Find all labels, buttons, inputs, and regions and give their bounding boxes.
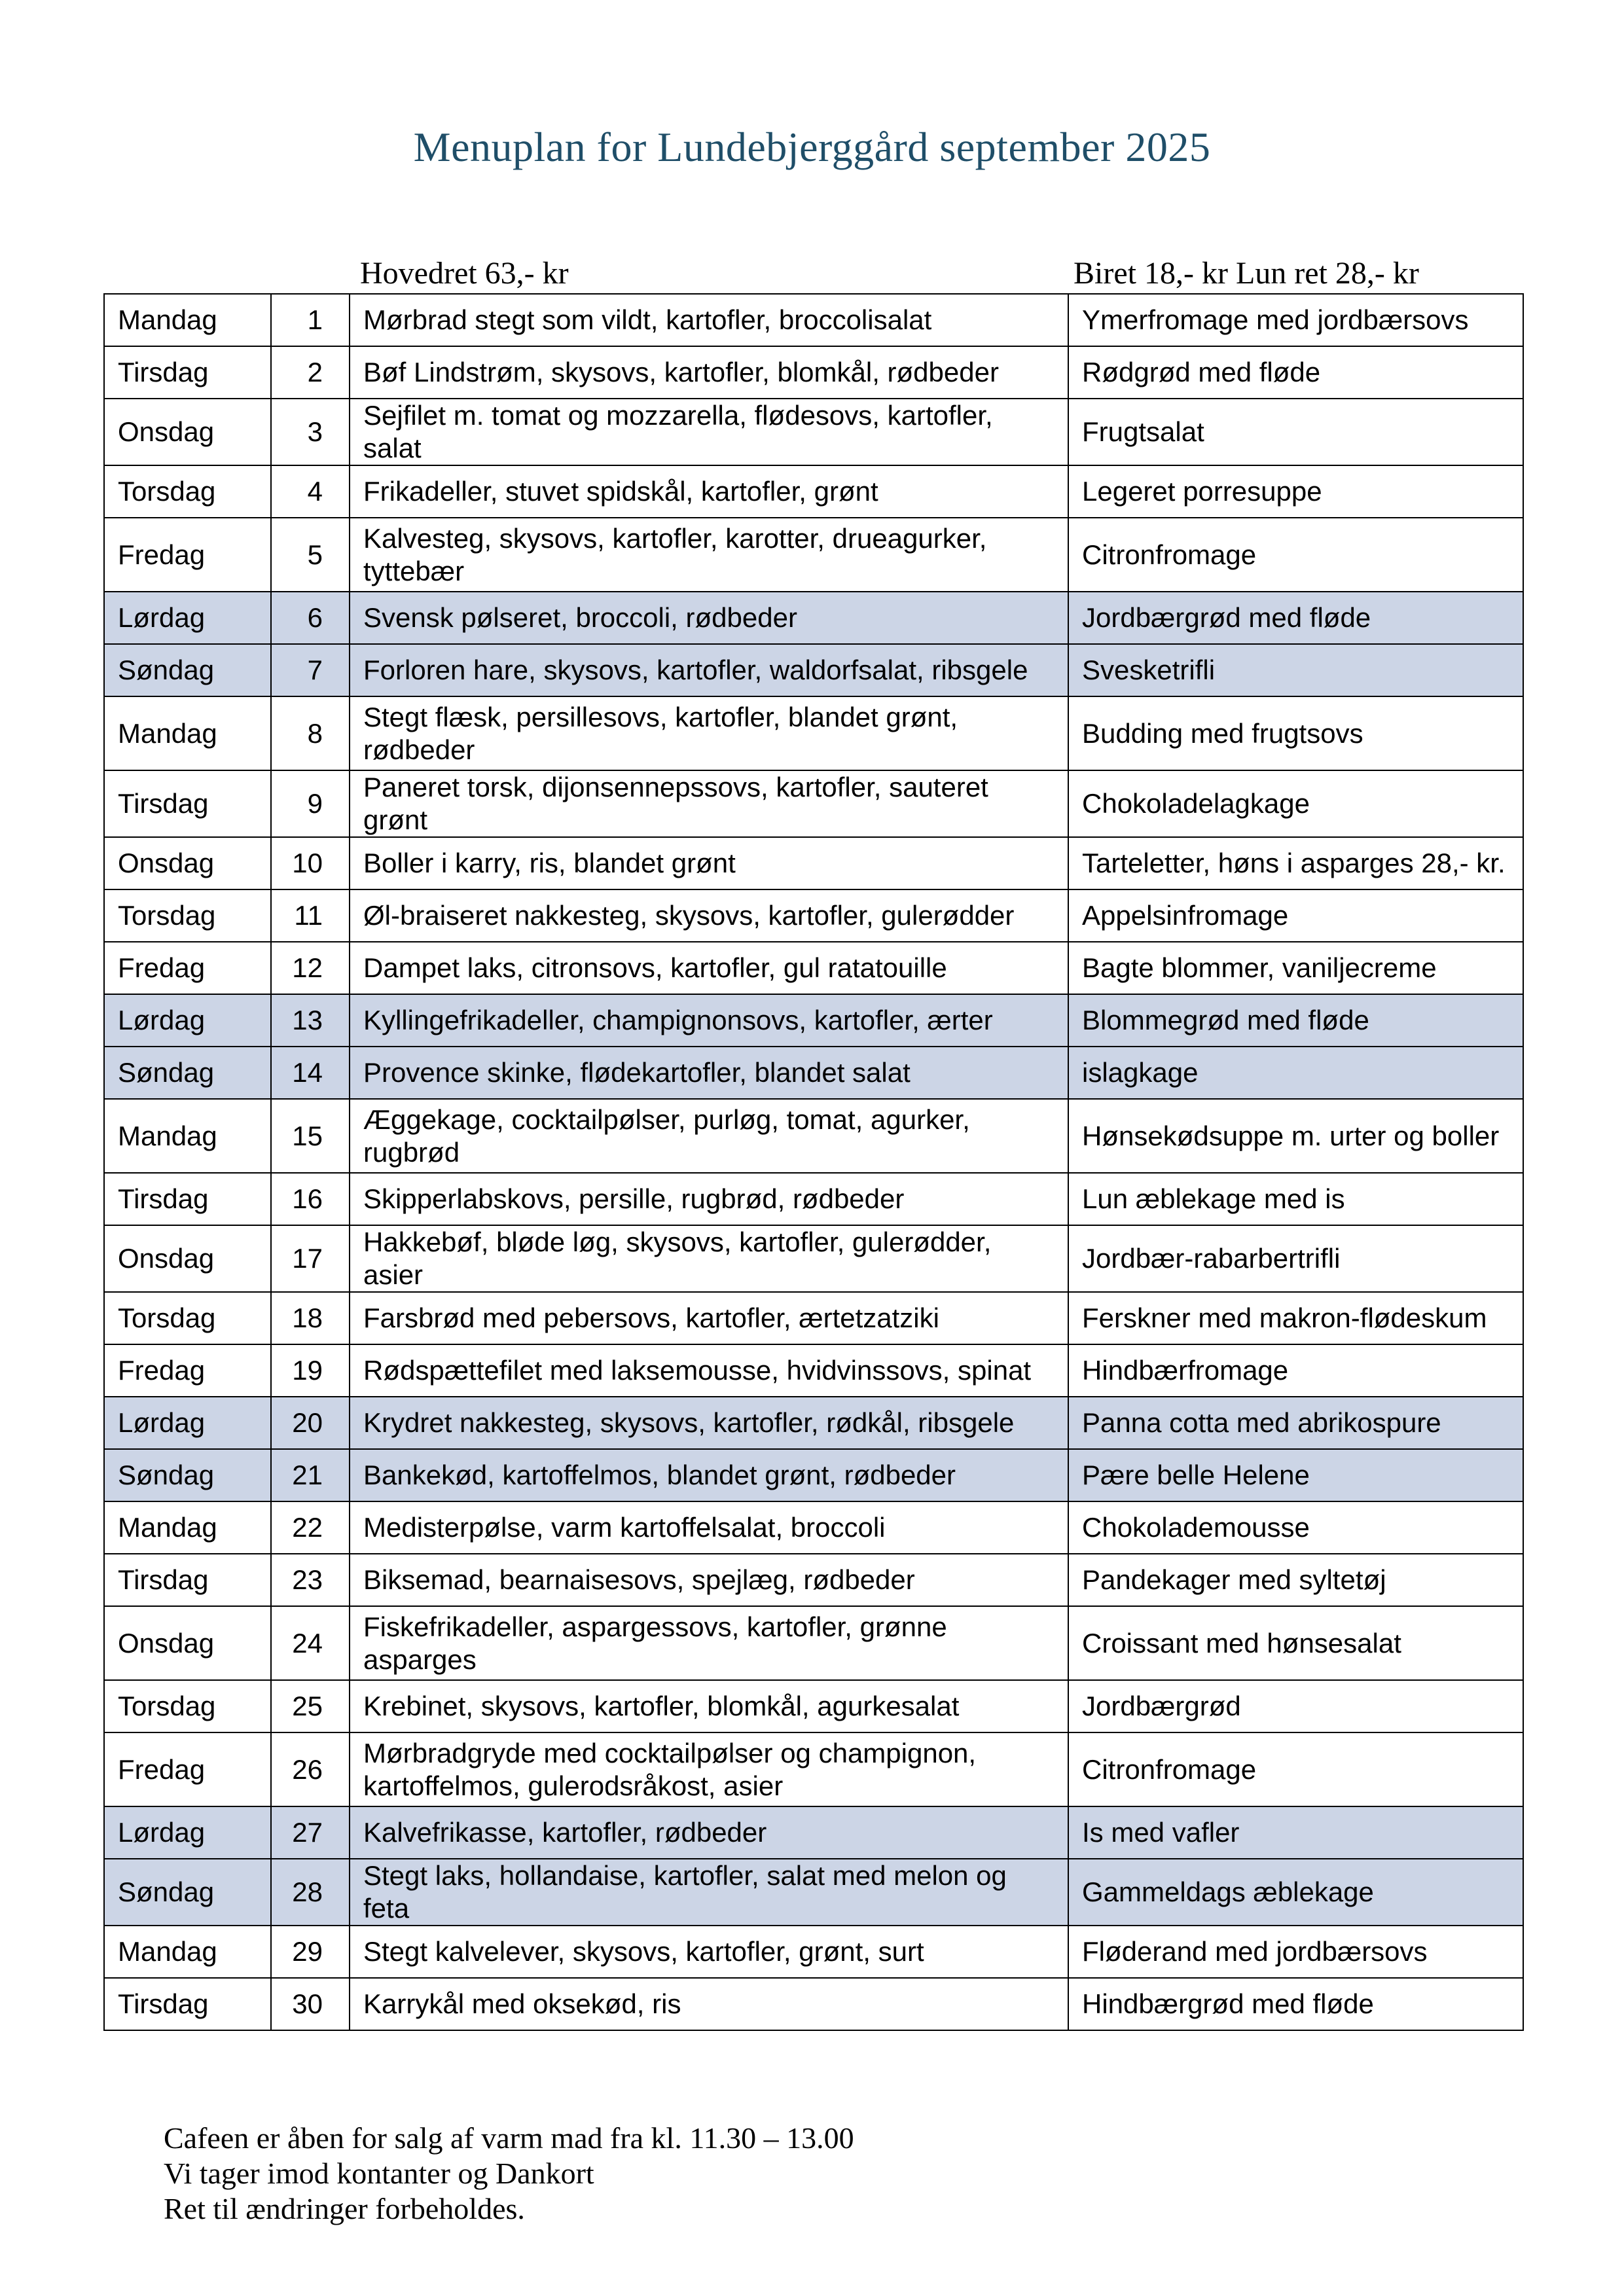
menu-day: Torsdag xyxy=(104,889,271,942)
menu-day: Søndag xyxy=(104,1449,271,1501)
menu-row xyxy=(104,1606,1523,1680)
menu-main-course: Kalvefrikasse, kartofler, rødbeder xyxy=(350,1806,1068,1859)
menu-date: 11 xyxy=(271,889,350,942)
menu-date: 9 xyxy=(271,770,350,837)
menu-main-course: Boller i karry, ris, blandet grønt xyxy=(350,837,1068,889)
menu-side-dish: Fløderand med jordbærsovs xyxy=(1068,1926,1523,1978)
menu-row xyxy=(104,889,1523,942)
menu-row xyxy=(104,1926,1523,1978)
menu-date: 28 xyxy=(271,1859,350,1926)
menu-date: 13 xyxy=(271,994,350,1047)
menu-side-dish: Gammeldags æblekage xyxy=(1068,1859,1523,1926)
menu-main-course: Bankekød, kartoffelmos, blandet grønt, rødbeder xyxy=(350,1449,1068,1501)
menu-day: Torsdag xyxy=(104,1680,271,1732)
menu-row xyxy=(104,1292,1523,1344)
menu-row xyxy=(104,399,1523,465)
menu-date: 26 xyxy=(271,1732,350,1806)
menu-main-course: Stegt kalvelever, skysovs, kartofler, grønt, surt xyxy=(350,1926,1068,1978)
menu-date: 23 xyxy=(271,1554,350,1606)
menu-day: Lørdag xyxy=(104,994,271,1047)
menu-row xyxy=(104,1344,1523,1397)
menu-date: 17 xyxy=(271,1225,350,1292)
menu-side-dish: Svesketrifli xyxy=(1068,644,1523,696)
menu-date: 14 xyxy=(271,1047,350,1099)
menu-day: Mandag xyxy=(104,1099,271,1173)
menu-row xyxy=(104,465,1523,518)
footer-opening-hours: Cafeen er åben for salg af varm mad fra kl. 11.30 – 13.00 xyxy=(164,2121,854,2155)
menu-row xyxy=(104,644,1523,696)
menu-side-dish: Citronfromage xyxy=(1068,518,1523,592)
menu-day: Lørdag xyxy=(104,592,271,644)
menu-row xyxy=(104,942,1523,994)
menu-row xyxy=(104,770,1523,837)
menu-date: 10 xyxy=(271,837,350,889)
menu-side-dish: Bagte blommer, vaniljecreme xyxy=(1068,942,1523,994)
menu-side-dish: Is med vafler xyxy=(1068,1806,1523,1859)
menu-row xyxy=(104,696,1523,770)
menu-side-dish: Chokolademousse xyxy=(1068,1501,1523,1554)
menu-main-course: Frikadeller, stuvet spidskål, kartofler, grønt xyxy=(350,465,1068,518)
menu-day: Fredag xyxy=(104,1732,271,1806)
menu-row xyxy=(104,1173,1523,1225)
menu-day: Tirsdag xyxy=(104,1978,271,2030)
menu-side-dish: Tarteletter, høns i asparges 28,- kr. xyxy=(1068,837,1523,889)
menu-main-course: Bøf Lindstrøm, skysovs, kartofler, blomkål, rødbeder xyxy=(350,346,1068,399)
menu-main-course: Stegt flæsk, persillesovs, kartofler, blandet grønt, rødbeder xyxy=(350,696,1068,770)
menu-side-dish: Rødgrød med fløde xyxy=(1068,346,1523,399)
menu-side-dish: Jordbærgrød med fløde xyxy=(1068,592,1523,644)
menu-day: Onsdag xyxy=(104,1225,271,1292)
menu-day: Mandag xyxy=(104,1501,271,1554)
menu-side-dish: Panna cotta med abrikospure xyxy=(1068,1397,1523,1449)
menu-date: 27 xyxy=(271,1806,350,1859)
menu-date: 21 xyxy=(271,1449,350,1501)
menu-main-course: Krebinet, skysovs, kartofler, blomkål, agurkesalat xyxy=(350,1680,1068,1732)
footer-notes xyxy=(164,2121,854,2227)
menu-date: 19 xyxy=(271,1344,350,1397)
menu-side-dish: Pære belle Helene xyxy=(1068,1449,1523,1501)
menu-day: Tirsdag xyxy=(104,770,271,837)
menu-date: 6 xyxy=(271,592,350,644)
menu-main-course: Provence skinke, flødekartofler, blandet salat xyxy=(350,1047,1068,1099)
menu-day: Tirsdag xyxy=(104,1554,271,1606)
menu-side-dish: Lun æblekage med is xyxy=(1068,1173,1523,1225)
menu-main-course: Sejfilet m. tomat og mozzarella, flødesovs, kartofler, salat xyxy=(350,399,1068,465)
menu-day: Lørdag xyxy=(104,1806,271,1859)
menu-day: Søndag xyxy=(104,1859,271,1926)
menu-side-dish: Budding med frugtsovs xyxy=(1068,696,1523,770)
menu-row xyxy=(104,1449,1523,1501)
menu-main-course: Kyllingefrikadeller, champignonsovs, kartofler, ærter xyxy=(350,994,1068,1047)
menu-side-dish: Hindbærfromage xyxy=(1068,1344,1523,1397)
menu-date: 25 xyxy=(271,1680,350,1732)
menu-row xyxy=(104,294,1523,346)
page-title: Menuplan for Lundebjerggård september 2025 xyxy=(413,124,1211,170)
menu-day: Mandag xyxy=(104,1926,271,1978)
menu-day: Mandag xyxy=(104,696,271,770)
menu-day: Onsdag xyxy=(104,399,271,465)
menu-main-course: Øl-braiseret nakkesteg, skysovs, kartofler, gulerødder xyxy=(350,889,1068,942)
menu-day: Søndag xyxy=(104,644,271,696)
menu-day: Torsdag xyxy=(104,1292,271,1344)
menu-side-dish: Ymerfromage med jordbærsovs xyxy=(1068,294,1523,346)
menu-side-dish: islagkage xyxy=(1068,1047,1523,1099)
menu-side-dish: Appelsinfromage xyxy=(1068,889,1523,942)
menu-side-dish: Blommegrød med fløde xyxy=(1068,994,1523,1047)
menu-date: 30 xyxy=(271,1978,350,2030)
main-course-price-header: Hovedret 63,- kr xyxy=(360,256,569,291)
menu-main-course: Karrykål med oksekød, ris xyxy=(350,1978,1068,2030)
menu-row xyxy=(104,592,1523,644)
menu-main-course: Kalvesteg, skysovs, kartofler, karotter, drueagurker, tyttebær xyxy=(350,518,1068,592)
menu-day: Onsdag xyxy=(104,837,271,889)
menu-row xyxy=(104,1680,1523,1732)
menu-row xyxy=(104,1554,1523,1606)
menu-side-dish: Croissant med hønsesalat xyxy=(1068,1606,1523,1680)
menu-main-course: Mørbradgryde med cocktailpølser og champignon, kartoffelmos, gulerodsråkost, asier xyxy=(350,1732,1068,1806)
menu-main-course: Dampet laks, citronsovs, kartofler, gul ratatouille xyxy=(350,942,1068,994)
menu-main-course: Æggekage, cocktailpølser, purløg, tomat, agurker, rugbrød xyxy=(350,1099,1068,1173)
menu-row xyxy=(104,518,1523,592)
menu-day: Mandag xyxy=(104,294,271,346)
menu-main-course: Skipperlabskovs, persille, rugbrød, rødbeder xyxy=(350,1173,1068,1225)
menu-row xyxy=(104,1859,1523,1926)
menu-row xyxy=(104,1501,1523,1554)
menu-main-course: Stegt laks, hollandaise, kartofler, salat med melon og feta xyxy=(350,1859,1068,1926)
menu-side-dish: Chokoladelagkage xyxy=(1068,770,1523,837)
menu-day: Fredag xyxy=(104,942,271,994)
menu-day: Søndag xyxy=(104,1047,271,1099)
menu-date: 15 xyxy=(271,1099,350,1173)
menu-side-dish: Jordbær-rabarbertrifli xyxy=(1068,1225,1523,1292)
menu-main-course: Farsbrød med pebersovs, kartofler, ærtetzatziki xyxy=(350,1292,1068,1344)
menu-main-course: Krydret nakkesteg, skysovs, kartofler, rødkål, ribsgele xyxy=(350,1397,1068,1449)
menu-main-course: Paneret torsk, dijonsennepssovs, kartofler, sauteret grønt xyxy=(350,770,1068,837)
menu-main-course: Hakkebøf, bløde løg, skysovs, kartofler, gulerødder, asier xyxy=(350,1225,1068,1292)
menu-date: 16 xyxy=(271,1173,350,1225)
menu-date: 22 xyxy=(271,1501,350,1554)
footer-disclaimer: Ret til ændringer forbeholdes. xyxy=(164,2192,525,2225)
menu-main-course: Biksemad, bearnaisesovs, spejlæg, rødbeder xyxy=(350,1554,1068,1606)
menu-main-course: Mørbrad stegt som vildt, kartofler, broccolisalat xyxy=(350,294,1068,346)
menu-row xyxy=(104,1225,1523,1292)
menu-date: 12 xyxy=(271,942,350,994)
menu-date: 29 xyxy=(271,1926,350,1978)
menu-row xyxy=(104,837,1523,889)
menu-row xyxy=(104,1047,1523,1099)
menu-table xyxy=(103,293,1524,2031)
menu-date: 4 xyxy=(271,465,350,518)
menu-row xyxy=(104,1806,1523,1859)
menu-row xyxy=(104,1397,1523,1449)
menu-day: Fredag xyxy=(104,1344,271,1397)
menu-date: 3 xyxy=(271,399,350,465)
menu-side-dish: Frugtsalat xyxy=(1068,399,1523,465)
menu-date: 8 xyxy=(271,696,350,770)
menu-main-course: Rødspættefilet med laksemousse, hvidvinssovs, spinat xyxy=(350,1344,1068,1397)
menu-day: Onsdag xyxy=(104,1606,271,1680)
menu-date: 2 xyxy=(271,346,350,399)
menu-date: 18 xyxy=(271,1292,350,1344)
menu-side-dish: Hindbærgrød med fløde xyxy=(1068,1978,1523,2030)
menu-row xyxy=(104,994,1523,1047)
menu-date: 20 xyxy=(271,1397,350,1449)
menu-main-course: Medisterpølse, varm kartoffelsalat, broccoli xyxy=(350,1501,1068,1554)
menu-main-course: Forloren hare, skysovs, kartofler, waldorfsalat, ribsgele xyxy=(350,644,1068,696)
menu-row xyxy=(104,1978,1523,2030)
menu-day: Tirsdag xyxy=(104,346,271,399)
menu-date: 5 xyxy=(271,518,350,592)
menu-date: 24 xyxy=(271,1606,350,1680)
menu-row xyxy=(104,1099,1523,1173)
menu-side-dish: Legeret porresuppe xyxy=(1068,465,1523,518)
menu-side-dish: Pandekager med syltetøj xyxy=(1068,1554,1523,1606)
menu-date: 7 xyxy=(271,644,350,696)
menu-side-dish: Jordbærgrød xyxy=(1068,1680,1523,1732)
menu-row xyxy=(104,1732,1523,1806)
menu-main-course: Svensk pølseret, broccoli, rødbeder xyxy=(350,592,1068,644)
side-dish-price-header: Biret 18,- kr Lun ret 28,- kr xyxy=(1074,256,1419,291)
menu-row xyxy=(104,346,1523,399)
footer-payment: Vi tager imod kontanter og Dankort xyxy=(164,2157,594,2190)
menu-day: Torsdag xyxy=(104,465,271,518)
menu-side-dish: Hønsekødsuppe m. urter og boller xyxy=(1068,1099,1523,1173)
menu-main-course: Fiskefrikadeller, aspargessovs, kartofler, grønne asparges xyxy=(350,1606,1068,1680)
menu-side-dish: Ferskner med makron-flødeskum xyxy=(1068,1292,1523,1344)
menu-day: Fredag xyxy=(104,518,271,592)
menu-day: Lørdag xyxy=(104,1397,271,1449)
menu-day: Tirsdag xyxy=(104,1173,271,1225)
menu-date: 1 xyxy=(271,294,350,346)
menu-side-dish: Citronfromage xyxy=(1068,1732,1523,1806)
